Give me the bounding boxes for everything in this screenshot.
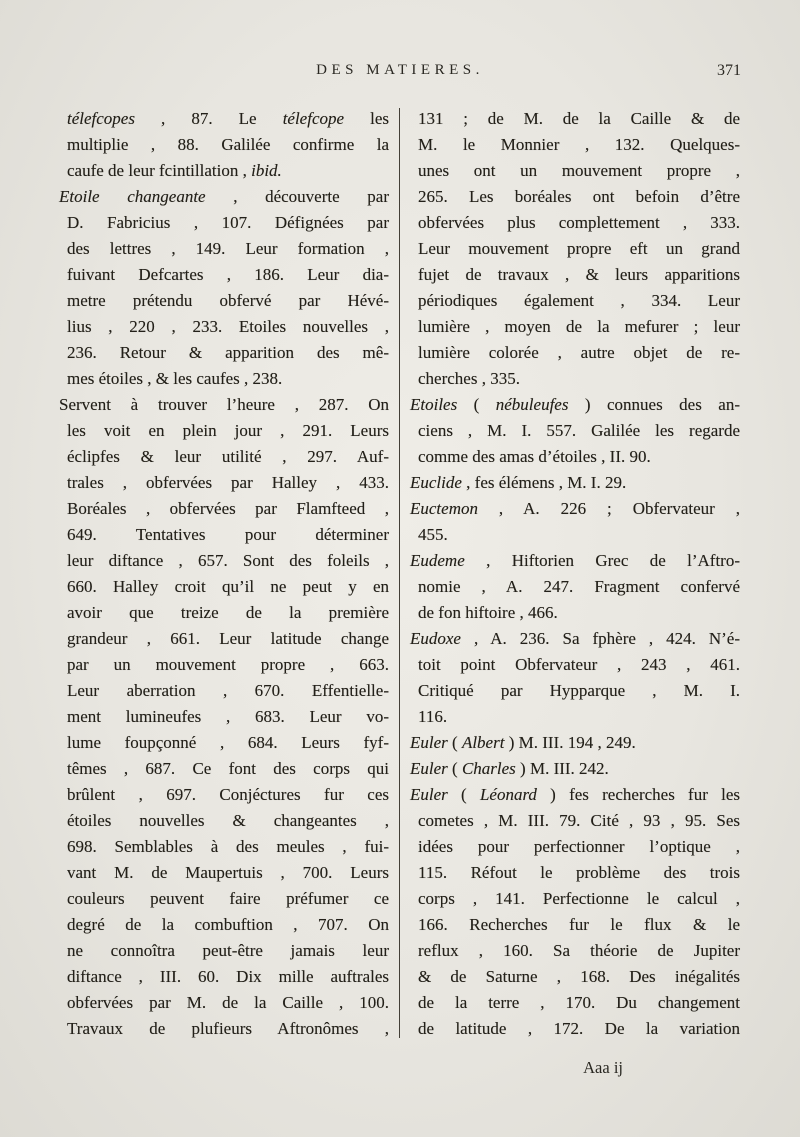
- text-line: Leur aberration , 670. Effentielle-: [67, 681, 389, 700]
- index-entry: [410, 106, 740, 392]
- left-column: [59, 106, 389, 1042]
- text-line: Servent à trouver l’heure , 287. On: [59, 395, 389, 414]
- text-line: 455.: [418, 525, 448, 544]
- text-line: 660. Halley croit qu’il ne peut y en: [67, 577, 389, 596]
- right-column: [410, 106, 740, 1042]
- text-line: Boréales , obfervées par Flamfteed ,: [67, 499, 389, 518]
- text-line: vant M. de Maupertuis , 700. Leurs: [67, 863, 389, 882]
- index-entry: [59, 106, 389, 184]
- text-line: télefcopes , 87. Le télefcope les: [67, 109, 389, 128]
- text-line: idées pour perfectionner l’optique ,: [418, 837, 740, 856]
- text-line: toit point Obfervateur , 243 , 461.: [418, 655, 740, 674]
- text-line: de latitude , 172. De la variation: [418, 1019, 740, 1038]
- text-line: corps , 141. Perfectionne le calcul ,: [418, 889, 740, 908]
- text-line: 698. Semblables à des meules , fui-: [67, 837, 389, 856]
- text-line: ne connoîtra peut-être jamais leur: [67, 941, 389, 960]
- text-line: & de Saturne , 168. Des inégalités: [418, 967, 740, 986]
- text-line: unes ont un mouvement propre ,: [418, 161, 740, 180]
- text-line: Euclide , fes élémens , M. I. 29.: [410, 473, 627, 492]
- signature-row: [59, 1058, 741, 1078]
- text-line: nomie , A. 247. Fragment confervé: [418, 577, 740, 596]
- text-line: grandeur , 661. Leur latitude change: [67, 629, 389, 648]
- text-line: comme des amas d’étoiles , II. 90.: [418, 447, 651, 466]
- text-line: 236. Retour & apparition des mê-: [67, 343, 389, 362]
- text-line: Eudoxe , A. 236. Sa fphère , 424. N’é-: [410, 629, 740, 648]
- index-entry: [410, 730, 740, 756]
- text-line: Leur mouvement propre eft un grand: [418, 239, 740, 258]
- text-line: de la terre , 170. Du changement: [418, 993, 740, 1012]
- running-head: [59, 62, 741, 86]
- text-line: 166. Recherches fur le flux & le: [418, 915, 740, 934]
- index-entry: [59, 184, 389, 392]
- text-line: têmes , 687. Ce font des corps qui: [67, 759, 389, 778]
- text-line: degré de la combuftion , 707. On: [67, 915, 389, 934]
- text-line: des lettres , 149. Leur formation ,: [67, 239, 389, 258]
- text-line: lumière , moyen de la mefurer ; leur: [418, 317, 740, 336]
- text-line: Eudeme , Hiftorien Grec de l’Aftro-: [410, 551, 740, 570]
- column-divider-rule: [399, 108, 400, 1038]
- text-line: caufe de leur fcintillation , ibid.: [67, 161, 282, 180]
- index-entry: [410, 548, 740, 626]
- index-entry: [410, 626, 740, 730]
- text-line: les voit en plein jour , 291. Leurs: [67, 421, 389, 440]
- text-line: Critiqué par Hypparque , M. I.: [418, 681, 740, 700]
- text-line: 115. Réfout le problème des trois: [418, 863, 740, 882]
- text-line: éclipfes & leur utilité , 297. Auf-: [67, 447, 389, 466]
- text-line: ment lumineufes , 683. Leur vo-: [67, 707, 389, 726]
- text-line: obfervées par M. de la Caille , 100.: [67, 993, 389, 1012]
- index-entry: [410, 756, 740, 782]
- text-line: multiplie , 88. Galilée confirme la: [67, 135, 389, 154]
- text-line: lius , 220 , 233. Etoiles nouvelles ,: [67, 317, 389, 336]
- text-line: périodiques également , 334. Leur: [418, 291, 740, 310]
- text-line: 116.: [418, 707, 448, 726]
- text-line: leur diftance , 657. Sont des foleils ,: [67, 551, 389, 570]
- text-line: étoiles nouvelles & changeantes ,: [67, 811, 389, 830]
- text-line: brûlent , 697. Conjéctures fur ces: [67, 785, 389, 804]
- text-line: lume foupçonné , 684. Leurs fyf-: [67, 733, 389, 752]
- text-line: Euler ( Charles ) M. III. 242.: [410, 759, 609, 778]
- text-line: fuivant Defcartes , 186. Leur dia-: [67, 265, 389, 284]
- index-entry: [59, 392, 389, 1042]
- text-line: D. Fabricius , 107. Défignées par: [67, 213, 389, 232]
- text-line: reflux , 160. Sa théorie de Jupiter: [418, 941, 740, 960]
- text-line: 265. Les boréales ont befoin d’être: [418, 187, 740, 206]
- text-line: cometes , M. III. 79. Cité , 93 , 95. Ses: [418, 811, 740, 830]
- text-line: Euler ( Léonard ) fes recherches fur les: [410, 785, 740, 804]
- text-line: Etoile changeante , découverte par: [59, 187, 389, 206]
- text-line: Etoiles ( nébuleufes ) connues des an-: [410, 395, 740, 414]
- text-line: couleurs peuvent faire préfumer ce: [67, 889, 389, 908]
- text-line: 649. Tentatives pour déterminer: [67, 525, 389, 544]
- index-entry: [410, 392, 740, 470]
- index-entry: [410, 782, 740, 1042]
- text-line: M. le Monnier , 132. Quelques-: [418, 135, 740, 154]
- text-line: obfervées plus complettement , 333.: [418, 213, 740, 232]
- text-line: 131 ; de M. de la Caille & de: [418, 109, 740, 128]
- text-line: Euctemon , A. 226 ; Obfervateur ,: [410, 499, 740, 518]
- text-line: avoir que treize de la première: [67, 603, 389, 622]
- text-line: trales , obfervées par Halley , 433.: [67, 473, 389, 492]
- index-entry: [410, 496, 740, 548]
- text-line: de fon hiftoire , 466.: [418, 603, 558, 622]
- text-line: metre prétendu obfervé par Hévé-: [67, 291, 389, 310]
- text-line: par un mouvement propre , 663.: [67, 655, 389, 674]
- text-line: diftance , III. 60. Dix mille auftrales: [67, 967, 389, 986]
- text-line: lumière colorée , autre objet de re-: [418, 343, 740, 362]
- index-entry: [410, 470, 740, 496]
- page-title: DES MATIERES.: [316, 62, 484, 78]
- page-content: [59, 0, 741, 1078]
- text-line: fujet de travaux , & leurs apparitions: [418, 265, 740, 284]
- text-line: cherches , 335.: [418, 369, 520, 388]
- index-columns: [59, 106, 741, 1042]
- signature-mark: Aaa ij: [583, 1058, 623, 1077]
- page-number: 371: [717, 62, 741, 79]
- text-line: ciens , M. I. 557. Galilée les regarde: [418, 421, 740, 440]
- text-line: mes étoiles , & les caufes , 238.: [67, 369, 283, 388]
- text-line: Euler ( Albert ) M. III. 194 , 249.: [410, 733, 636, 752]
- text-line: Travaux de plufieurs Aftronômes ,: [67, 1019, 389, 1038]
